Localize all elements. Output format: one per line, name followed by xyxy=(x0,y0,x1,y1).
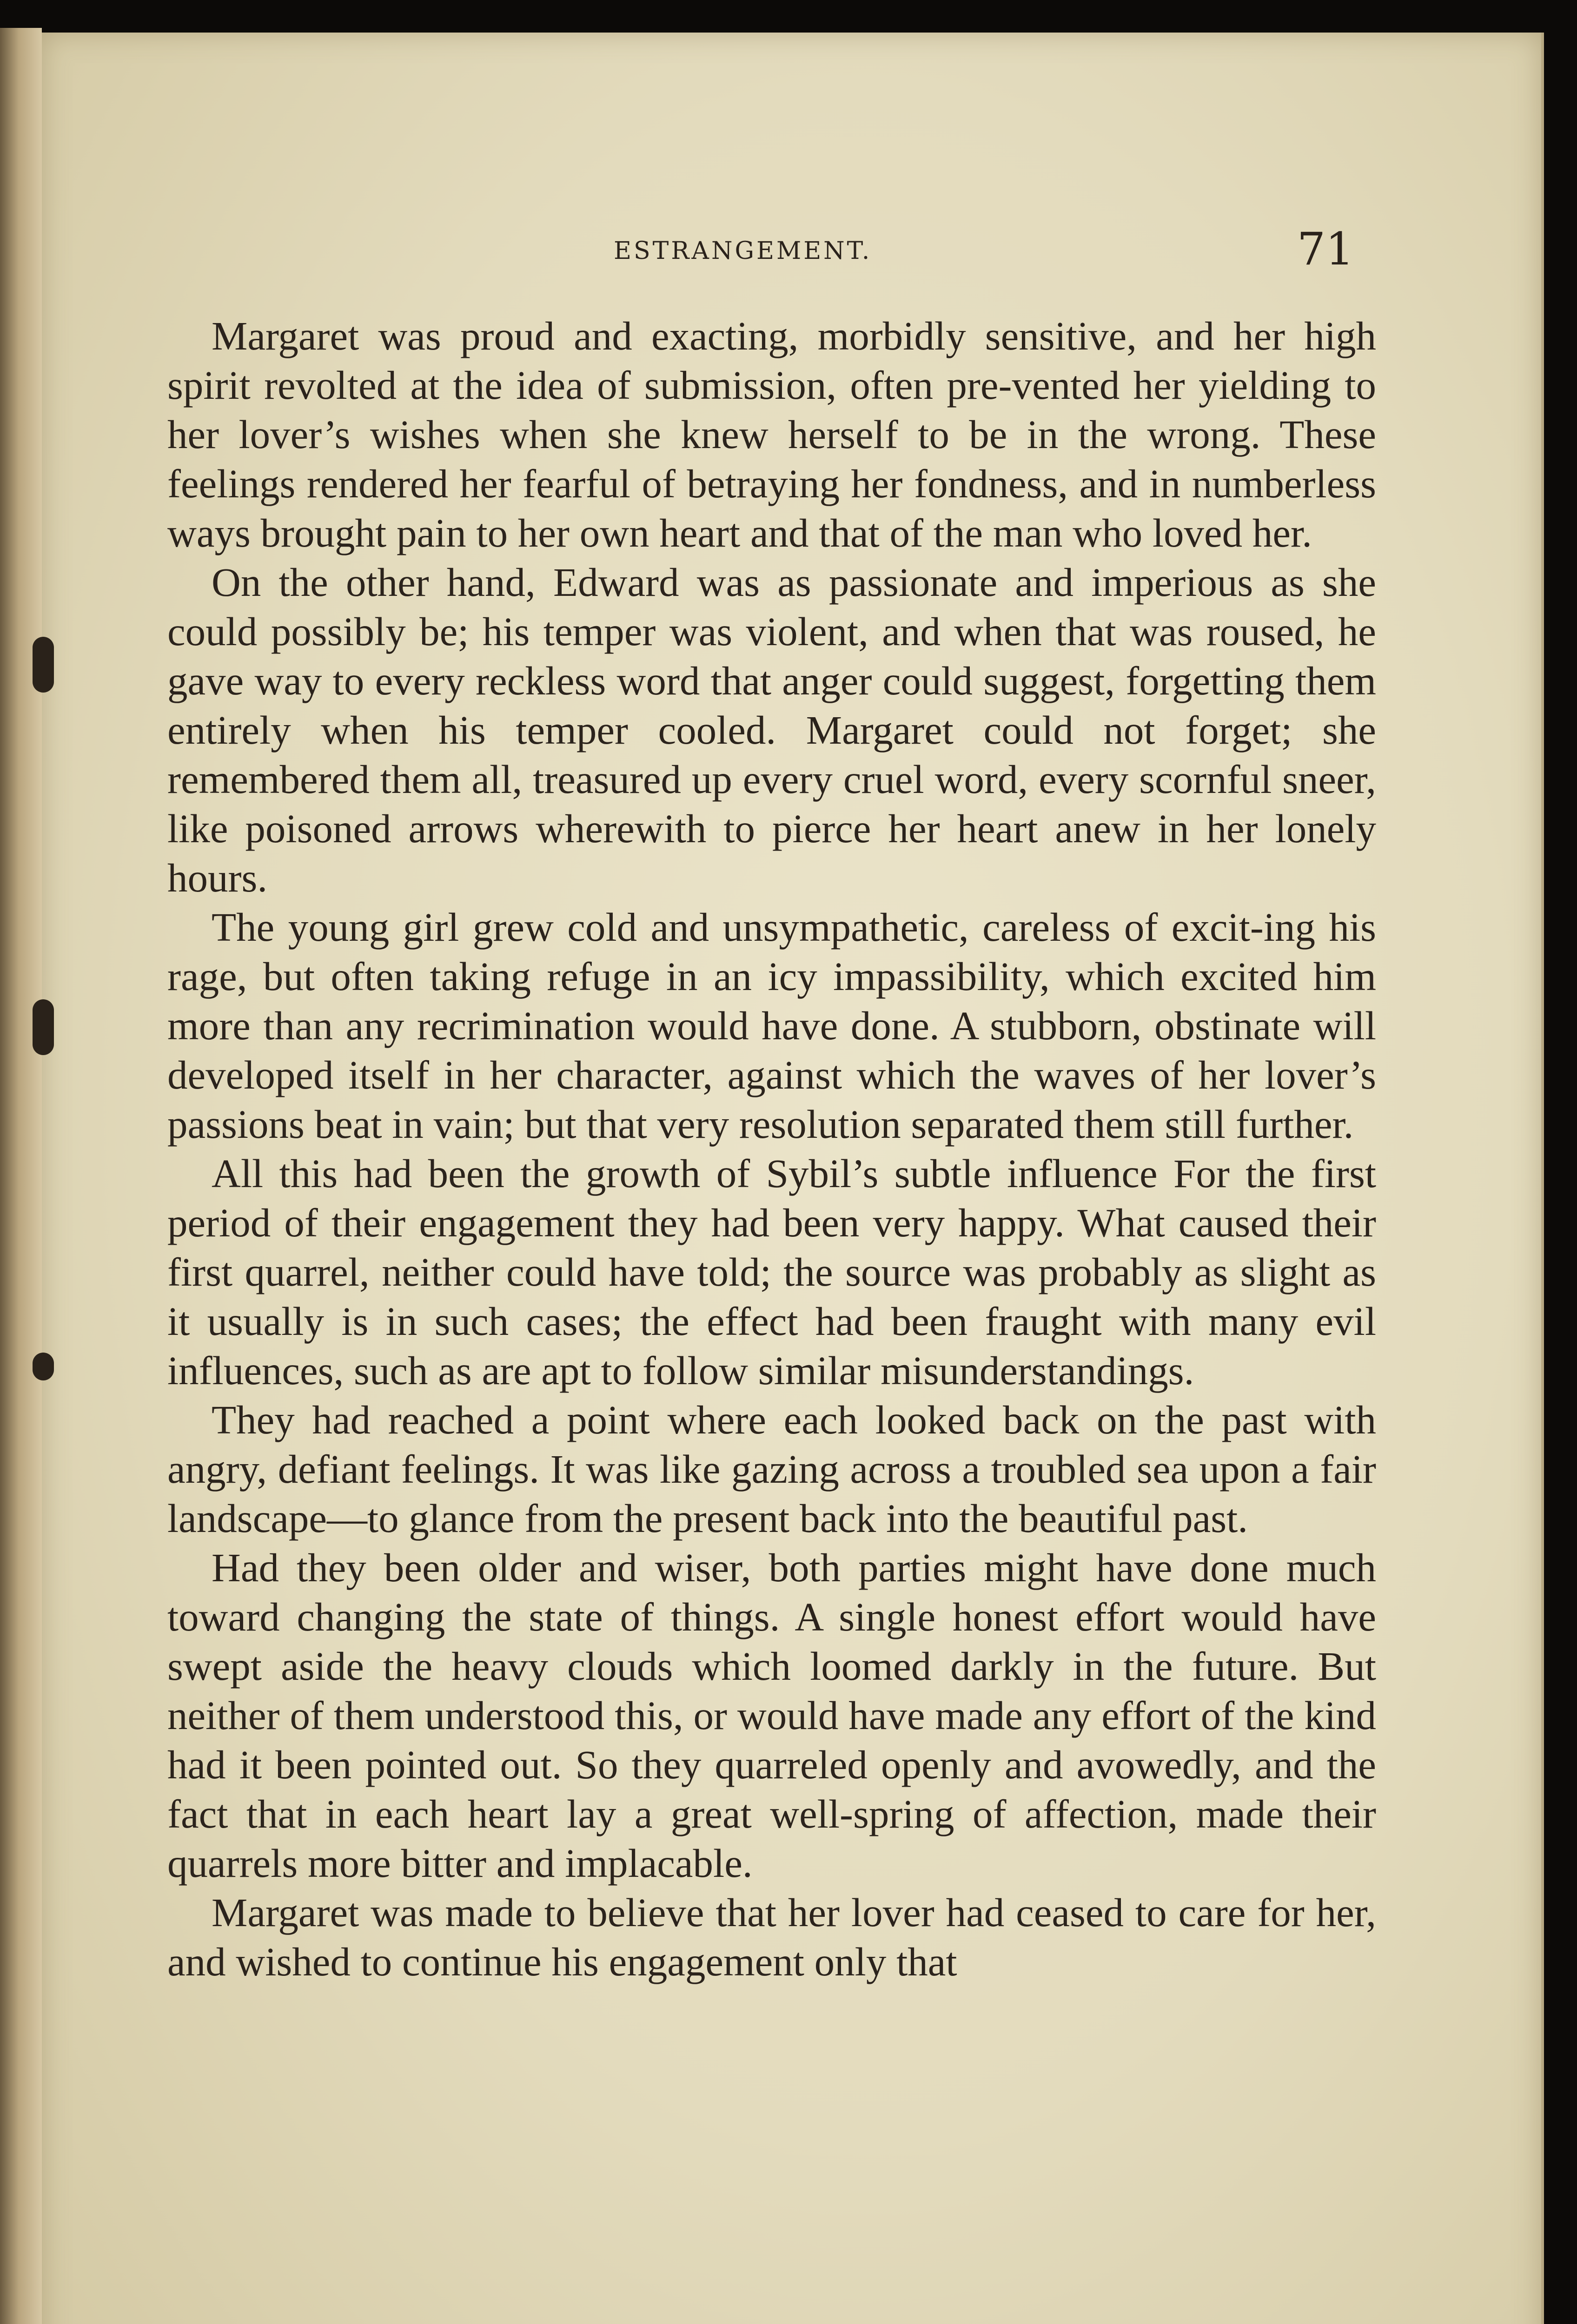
page-header xyxy=(42,209,1541,275)
binding-hole xyxy=(33,1353,54,1380)
binding-hole xyxy=(33,999,54,1055)
paragraph: Had they been older and wiser, both parties might have done much toward changing the state of things. A single honest effort would have swept aside the heavy clouds which loomed darkly in the future. But neither of them understood this, or would have made any effort of the kind had it been pointed out. So they quarreled openly and avowedly, and the fact that in each heart lay a great well-spring of affection, made their quarrels more bitter and implacable. xyxy=(167,1545,1376,1886)
paragraph: All this had been the growth of Sybil’s subtle influence For the first period of their engagement they had been very happy. What caused their first quarrel, neither could have told; the source was probably as slight as it usually is in such cases; the effect had been fraught with many evil influences, such as are apt to follow similar misunderstandings. xyxy=(167,1151,1376,1393)
paragraph: Margaret was made to believe that her lover had ceased to care for her, and wished to continue his engagement only that xyxy=(167,1890,1376,1984)
paragraph: Margaret was proud and exacting, morbidly sensitive, and her high spirit revolted at the idea of submission, often pre-vented her yielding to her lover’s wishes when she knew herself to be in the wrong. These feelings rendered her fearful of betraying her fondness, and in numberless ways brought pain to her own heart and that of the man who loved her. xyxy=(167,313,1376,555)
running-head: ESTRANGEMENT. xyxy=(614,237,872,265)
book-page xyxy=(42,33,1544,2324)
paragraph: On the other hand, Edward was as passionate and imperious as she could possibly be; his temper was violent, and when that was roused, he gave way to every reckless word that anger could suggest, forgetting them entirely when his temper cooled. Margaret could not forget; she remembered them all, treasured up every cruel word, every scornful sneer, like poisoned arrows wherewith to pierce her heart anew in her lonely hours. xyxy=(167,560,1376,900)
body-text xyxy=(167,311,1376,1987)
paragraph: They had reached a point where each looked back on the past with angry, defiant feelings. It was like gazing across a troubled sea upon a fair landscape—to glance from the present back into the beautiful past. xyxy=(167,1397,1376,1541)
binding-hole xyxy=(33,637,54,693)
binding-gutter xyxy=(0,28,42,2324)
page-number: 71 xyxy=(1297,223,1354,275)
paragraph: The young girl grew cold and unsympathetic, careless of excit-ing his rage, but often taking refuge in an icy impassibility, which excited him more than any recrimination would have done. A stubborn, obstinate will developed itself in her character, against which the waves of her lover’s passions beat in vain; but that very resolution separated them still further. xyxy=(167,905,1376,1147)
